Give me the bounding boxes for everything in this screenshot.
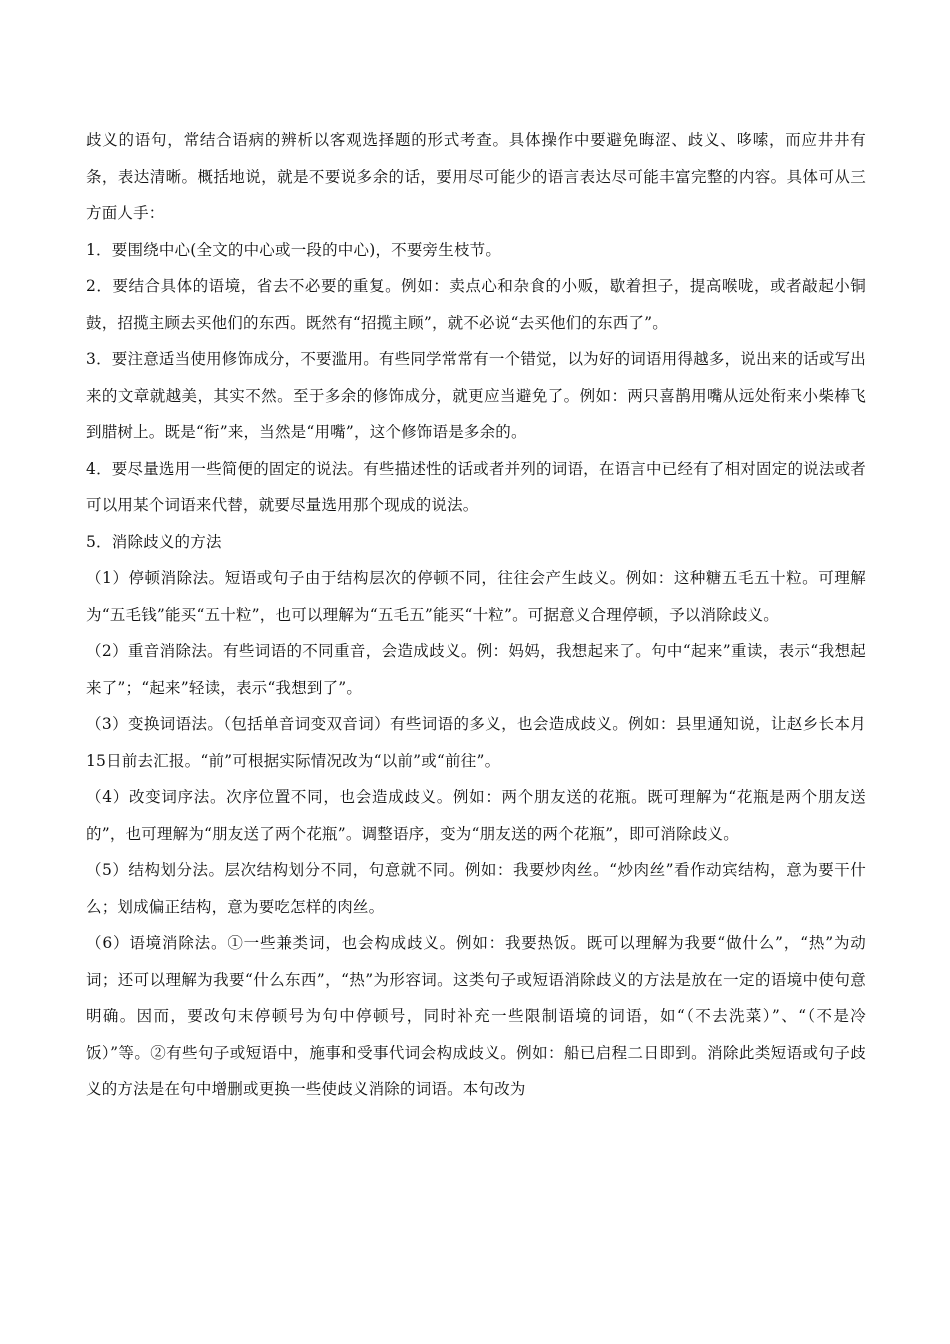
paragraph-method-2: （2）重音消除法。有些词语的不同重音，会造成歧义。例：妈妈，我想起来了。句中“起来”重读，表示“我想起来了”；“起来”轻读，表示“我想到了”。 [86,642,866,697]
paragraph-item-2: 2．要结合具体的语境，省去不必要的重复。例如：卖点心和杂食的小贩，歇着担子，提高喉咙，或者敲起小铜鼓，招揽主顾去买他们的东西。既然有“招揽主顾”，就不必说“去买他们的东西了”。 [86,277,866,332]
document-body [86,122,866,1108]
paragraph-method-1: （1）停顿消除法。短语或句子由于结构层次的停顿不同，往往会产生歧义。例如：这种糖五毛五十粒。可理解为“五毛钱”能买“五十粒”，也可以理解为“五毛五”能买“十粒”。可据意义合理停顿，予以消除歧义。 [86,569,866,624]
paragraph-method-6: （6）语境消除法。①一些兼类词，也会构成歧义。例如：我要热饭。既可以理解为我要“做什么”，“热”为动词；还可以理解为我要“什么东西”，“热”为形容词。这类句子或短语消除歧义的方法是放在一定的语境中使句意明确。因而，要改句末停顿号为句中停顿号，同时补充一些限制语境的词语，如“（不去洗菜）”、“（不是冷饭）”等。②有些句子或短语中，施事和受事代词会构成歧义。例如：船已启程二日即到。消除此类短语或句子歧义的方法是在句中增删或更换一些使歧义消除的词语。本句改为 [86,934,866,1098]
paragraph-intro: 歧义的语句，常结合语病的辨析以客观选择题的形式考查。具体操作中要避免晦涩、歧义、哆嗦，而应井井有条，表达清晰。概括地说，就是不要说多余的话，要用尽可能少的语言表达尽可能丰富完整的内容。具体可从三方面人手： [86,131,866,222]
paragraph-item-4: 4．要尽量选用一些简便的固定的说法。有些描述性的话或者并列的词语，在语言中已经有了相对固定的说法或者可以用某个词语来代替，就要尽量选用那个现成的说法。 [86,459,866,514]
paragraph-method-3: （3）变换词语法。（包括单音词变双音词）有些词语的多义，也会造成歧义。例如：县里通知说，让赵乡长本月15日前去汇报。“前”可根据实际情况改为“以前”或“前往”。 [86,715,866,770]
paragraph-item-5-heading: 5．消除歧义的方法 [86,532,222,551]
paragraph-item-1: 1．要围绕中心(全文的中心或一段的中心)，不要旁生枝节。 [86,240,502,259]
paragraph-method-5: （5）结构划分法。层次结构划分不同，句意就不同。例如：我要炒肉丝。“炒肉丝”看作动宾结构，意为要干什么；划成偏正结构，意为要吃怎样的肉丝。 [86,861,866,916]
paragraph-method-4: （4）改变词序法。次序位置不同，也会造成歧义。例如：两个朋友送的花瓶。既可理解为“花瓶是两个朋友送的”，也可理解为“朋友送了两个花瓶”。调整语序，变为“朋友送的两个花瓶”，即可消除歧义。 [86,788,866,843]
paragraph-item-3: 3．要注意适当使用修饰成分，不要滥用。有些同学常常有一个错觉，以为好的词语用得越多，说出来的话或写出来的文章就越美，其实不然。至于多余的修饰成分，就更应当避免了。例如：两只喜鹊用嘴从远处衔来小柴棒飞到腊树上。既是“衔”来，当然是“用嘴”，这个修饰语是多余的。 [86,350,866,441]
